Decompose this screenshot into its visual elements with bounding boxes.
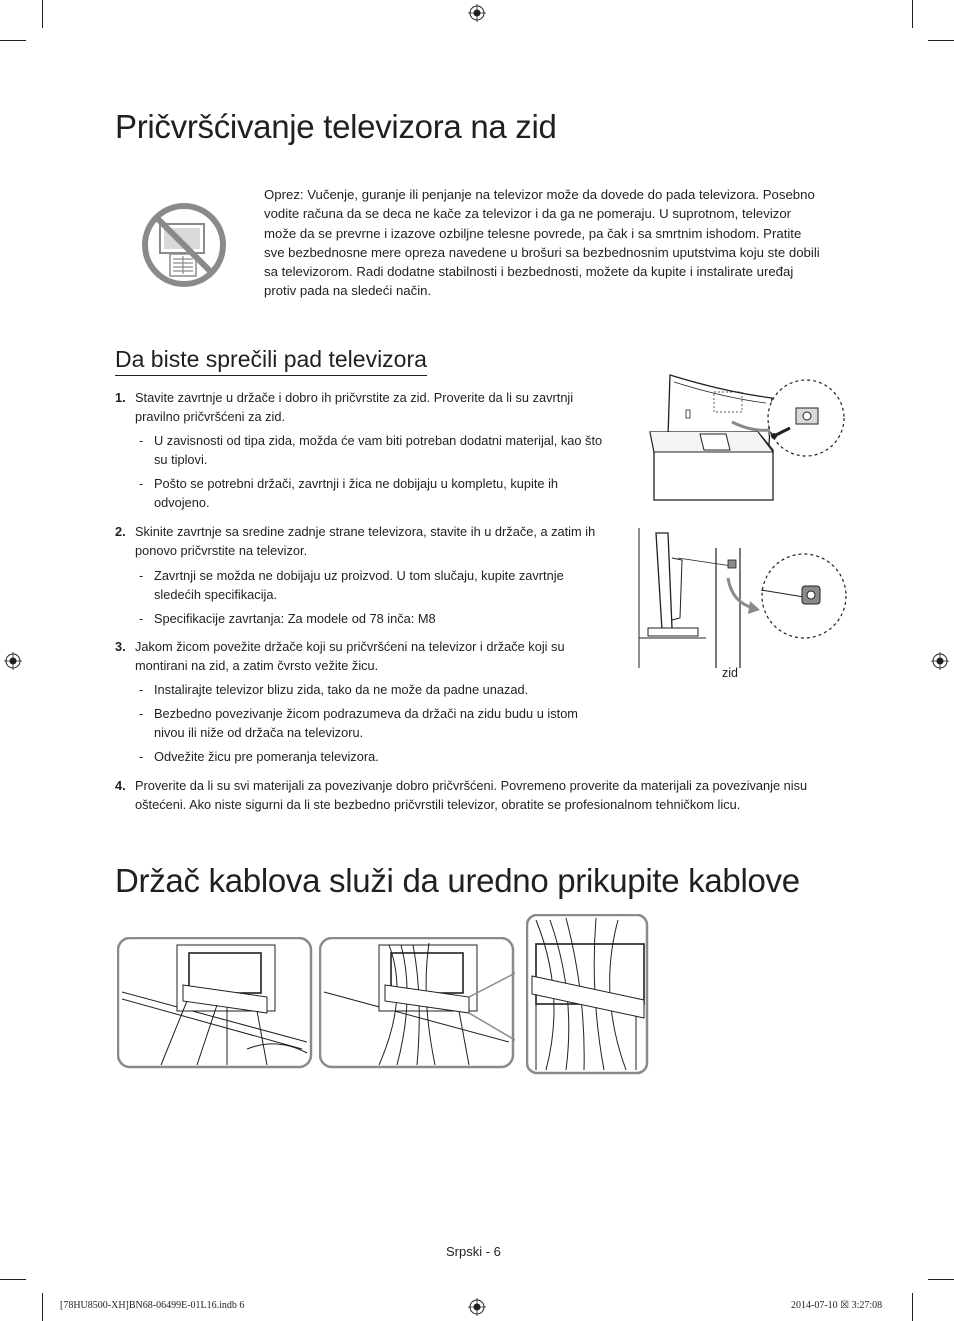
tv-bracket-diagram — [640, 370, 850, 515]
crop-mark — [0, 40, 26, 41]
tv-wall-wire-diagram — [636, 528, 852, 670]
crop-mark — [928, 40, 954, 41]
cable-holder-step1-image — [117, 937, 313, 1069]
step-number: 1. — [115, 390, 126, 405]
step-text: Jakom žicom povežite držače koji su pričvršćeni na televizor i držače koji su montirani na zid, a zatim čvrsto vežite žicu. — [135, 639, 565, 674]
wall-label: zid — [722, 666, 738, 680]
crop-mark — [912, 1293, 913, 1321]
step-text: Skinite zavrtnje sa sredine zadnje strane televizora, stavite ih u držače, a zatim ih ponovo pričvrstite na televizor. — [135, 524, 596, 559]
page-number: Srpski - 6 — [446, 1244, 501, 1259]
registration-mark-icon — [468, 4, 486, 22]
step-number: 2. — [115, 524, 126, 539]
step-bullet: Pošto se potrebni držači, zavrtnji i žica ne dobijaju u kompletu, kupite ih odvojeno. — [154, 476, 559, 511]
cable-holder-step2-image — [319, 937, 515, 1069]
step-number: 4. — [115, 778, 126, 793]
crop-mark — [42, 1293, 43, 1321]
registration-mark-icon — [931, 652, 949, 670]
step-text: Proverite da li su svi materijali za povezivanje dobro pričvršćeni. Povremeno proverite da materijali za povezivanje nisu oštećeni. Ako niste sigurni da li ste bezbedno pričvrstili televizor, obratite se profesionalnom tehničkom licu. — [135, 778, 808, 813]
crop-mark — [0, 1279, 26, 1280]
crop-mark — [912, 0, 913, 28]
page-title: Pričvršćivanje televizora na zid — [115, 108, 557, 145]
step-bullet: U zavisnosti od tipa zida, možda će vam biti potreban dodatni materijal, kao što su tiplovi. — [154, 433, 603, 468]
step-bullet: Bezbedno povezivanje žicom podrazumeva da držači na zidu budu u istom nivou ili niže od držača na televizoru. — [154, 706, 578, 741]
step-bullet: Instalirajte televizor blizu zida, tako da ne može da padne unazad. — [154, 682, 529, 697]
footer-timestamp: 2014-07-10 ☒ 3:27:08 — [791, 1300, 883, 1311]
cable-holder-closeup-image — [526, 914, 649, 1075]
step-number: 3. — [115, 639, 126, 654]
step-bullet: Zavrtnji se možda ne dobijaju uz proizvod. U tom slučaju, kupite zavrtnje sledećih specifikacija. — [154, 568, 564, 603]
crop-mark — [42, 0, 43, 28]
step-bullet: Specifikacije zavrtanja: Za modele od 78 inča: M8 — [154, 611, 436, 626]
caution-text: Oprez: Vučenje, guranje ili penjanje na televizor može da dovede do pada televizora. Posebno vodite računa da se deca ne kače za televizor i da ga ne pomeraju. U suprotnom, televizor može da se prevrne i izazove ozbiljne telesne povrede, pa čak i sa smrtnim ishodom. Pratite sve bezbednosne mere opreza navedene u brošuri sa bezbednosnim uputstvima koju ste dobili sa televizorom. Radi dodatne stabilnosti i bezbednosti, možete da kupite i instalirate uređaj protiv pada na sledeći način. — [264, 187, 820, 299]
section-title: Da biste sprečili pad televizora — [115, 346, 427, 376]
cable-holder-title: Držač kablova služi da uredno prikupite kablove — [115, 862, 800, 899]
step-text: Stavite zavrtnje u držače i dobro ih pričvrstite za zid. Proverite da li su zavrtnji pravilno pričvršćeni za zid. — [135, 390, 574, 425]
step-bullet: Odvežite žicu pre pomeranja televizora. — [154, 749, 379, 764]
crop-mark — [928, 1279, 954, 1280]
no-climbing-warning-icon — [140, 202, 228, 288]
registration-mark-icon — [4, 652, 22, 670]
footer-file-info: [78HU8500-XH]BN68-06499E-01L16.indb 6 — [60, 1300, 245, 1311]
registration-mark-icon — [468, 1298, 486, 1316]
